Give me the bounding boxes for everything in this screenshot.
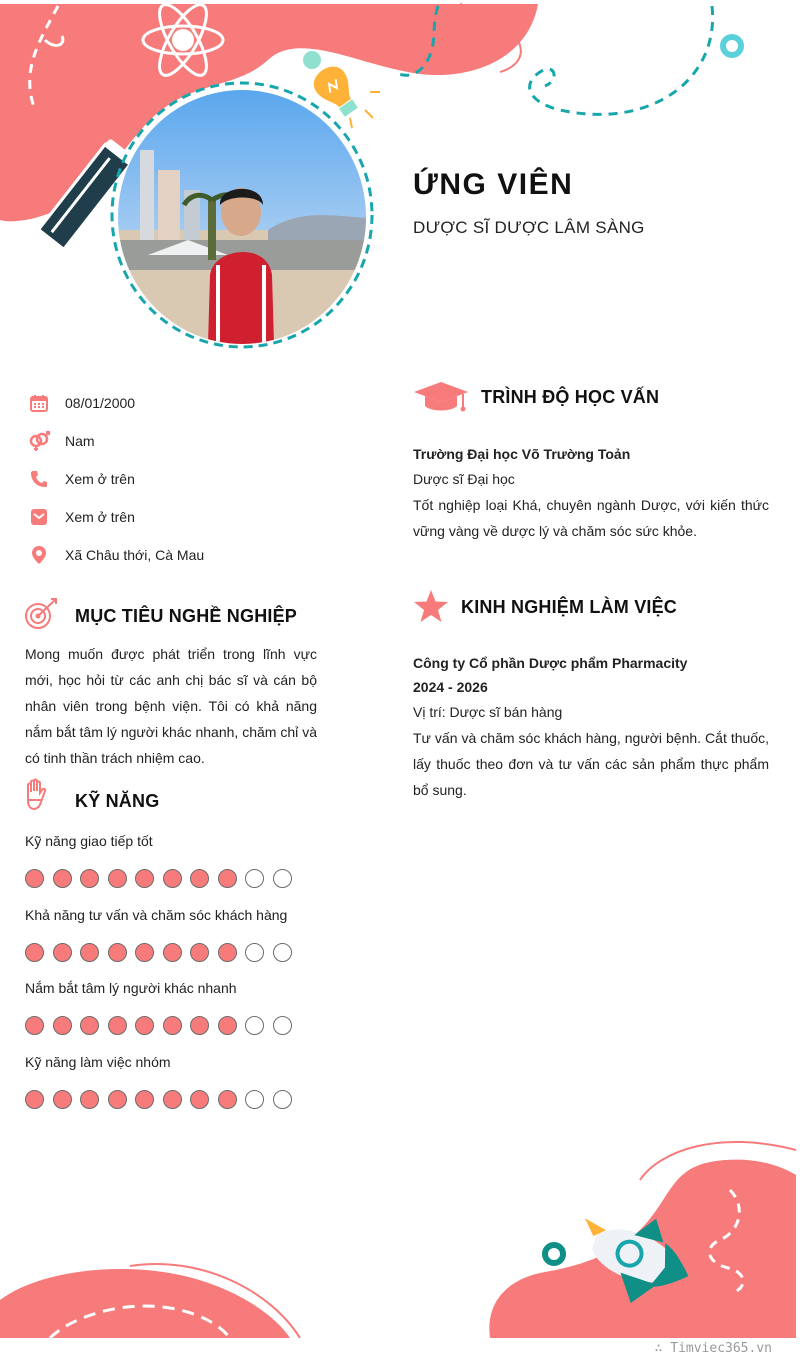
job-position: Vị trí: Dược sĩ bán hàng: [413, 704, 563, 720]
email-value: Xem ở trên: [65, 509, 135, 525]
phone-icon: [28, 468, 50, 490]
job-company: Công ty Cổ phần Dược phẩm Pharmacity: [413, 655, 688, 671]
calendar-icon: [28, 392, 50, 414]
rating-dot-filled: [25, 943, 44, 962]
bottom-left-blob: [0, 1269, 290, 1338]
rating-dot-filled: [135, 1090, 154, 1109]
rating-dot-empty: [273, 943, 292, 962]
skill-rating: [25, 1090, 300, 1109]
rating-dot-filled: [190, 943, 209, 962]
rating-dot-filled: [135, 943, 154, 962]
rating-dot-filled: [53, 1090, 72, 1109]
rating-dot-filled: [80, 869, 99, 888]
rating-dot-filled: [108, 1090, 127, 1109]
rating-dot-filled: [190, 1090, 209, 1109]
skill-label: Kỹ năng làm việc nhóm: [25, 1053, 171, 1070]
rating-dot-filled: [25, 869, 44, 888]
rating-dot-filled: [218, 869, 237, 888]
mail-icon: [28, 506, 50, 528]
personal-info: [28, 384, 348, 574]
rating-dot-empty: [245, 869, 264, 888]
rating-dot-filled: [53, 943, 72, 962]
education-description: Tốt nghiệp loại Khá, chuyên ngành Dược, với kiến thức vững vàng về dược lý và chăm sóc sức khỏe.: [413, 497, 769, 539]
rating-dot-filled: [80, 1016, 99, 1035]
skills-title: KỸ NĂNG: [75, 791, 160, 811]
star-icon: [413, 589, 449, 628]
skill-label: Kỹ năng giao tiếp tốt: [25, 833, 153, 849]
rating-dot-empty: [273, 1090, 292, 1109]
objective-title: MỤC TIÊU NGHỀ NGHIỆP: [75, 606, 298, 626]
profile-photo-image: [118, 90, 366, 344]
rating-dot-filled: [108, 943, 127, 962]
address-value: Xã Châu thới, Cà Mau: [65, 547, 205, 563]
gender-icon: [28, 430, 50, 452]
rating-dot-filled: [190, 869, 209, 888]
rating-dot-empty: [245, 1090, 264, 1109]
rating-dot-empty: [245, 1016, 264, 1035]
rating-dot-filled: [163, 1016, 182, 1035]
rating-dot-empty: [273, 1016, 292, 1035]
rating-dot-filled: [108, 1016, 127, 1035]
rating-dot-filled: [25, 1090, 44, 1109]
rating-dot-filled: [190, 1016, 209, 1035]
rating-dot-filled: [163, 869, 182, 888]
job-period: 2024 - 2026: [413, 679, 488, 695]
skill-rating: [25, 869, 300, 888]
target-icon: [24, 596, 60, 635]
phone-row: [28, 460, 348, 498]
candidate-name: ỨNG VIÊN: [413, 168, 574, 201]
email-row: [28, 498, 348, 536]
profile-photo: [118, 90, 366, 344]
education-school: Trường Đại học Võ Trường Toản: [413, 446, 631, 462]
phone-value: Xem ở trên: [65, 471, 135, 487]
birthday-row: [28, 384, 348, 422]
objective-text: Mong muốn được phát triển trong lĩnh vực mới, học hỏi từ các anh chị bác sĩ và cán bộ nhân viên trong bệnh viện. Tôi có khả năng nắm bắt tâm lý người khác nhanh, chăm chỉ và có tinh thần trách nhiệm cao.: [25, 646, 317, 766]
rating-dot-empty: [245, 943, 264, 962]
rating-dot-filled: [53, 1016, 72, 1035]
rating-dot-empty: [273, 869, 292, 888]
rating-dot-filled: [135, 869, 154, 888]
candidate-role: DƯỢC SĨ DƯỢC LÂM SÀNG: [413, 218, 645, 237]
skill-rating: [25, 943, 300, 962]
rating-dot-filled: [80, 943, 99, 962]
education-degree: Dược sĩ Đại học: [413, 471, 515, 487]
footer-brand: ∴ Timviec365.vn: [654, 1341, 772, 1356]
birthday-value: 08/01/2000: [65, 395, 136, 411]
hand-icon: [24, 778, 48, 817]
rating-dot-filled: [163, 943, 182, 962]
rating-dot-filled: [80, 1090, 99, 1109]
rating-dot-filled: [53, 869, 72, 888]
rating-dot-filled: [163, 1090, 182, 1109]
location-icon: [28, 544, 50, 566]
graduation-cap-icon: [413, 380, 469, 419]
job-description: Tư vấn và chăm sóc khách hàng, người bệnh. Cắt thuốc, lấy thuốc theo đơn và tư vấn các sản phẩm thực phẩm bổ sung.: [413, 730, 769, 798]
skill-rating: [25, 1016, 300, 1035]
rating-dot-filled: [135, 1016, 154, 1035]
skill-label: Nắm bắt tâm lý người khác nhanh: [25, 980, 237, 996]
gender-value: Nam: [65, 433, 95, 449]
rating-dot-filled: [218, 943, 237, 962]
skill-label: Khả năng tư vấn và chăm sóc khách hàng: [25, 906, 288, 923]
address-row: [28, 536, 348, 574]
gender-row: [28, 422, 348, 460]
rating-dot-filled: [108, 869, 127, 888]
experience-title: KINH NGHIỆM LÀM VIỆC: [461, 597, 678, 617]
rating-dot-filled: [218, 1090, 237, 1109]
rating-dot-filled: [25, 1016, 44, 1035]
education-title: TRÌNH ĐỘ HỌC VẤN: [481, 387, 660, 407]
rating-dot-filled: [218, 1016, 237, 1035]
lightbulb-icon: [307, 59, 366, 122]
